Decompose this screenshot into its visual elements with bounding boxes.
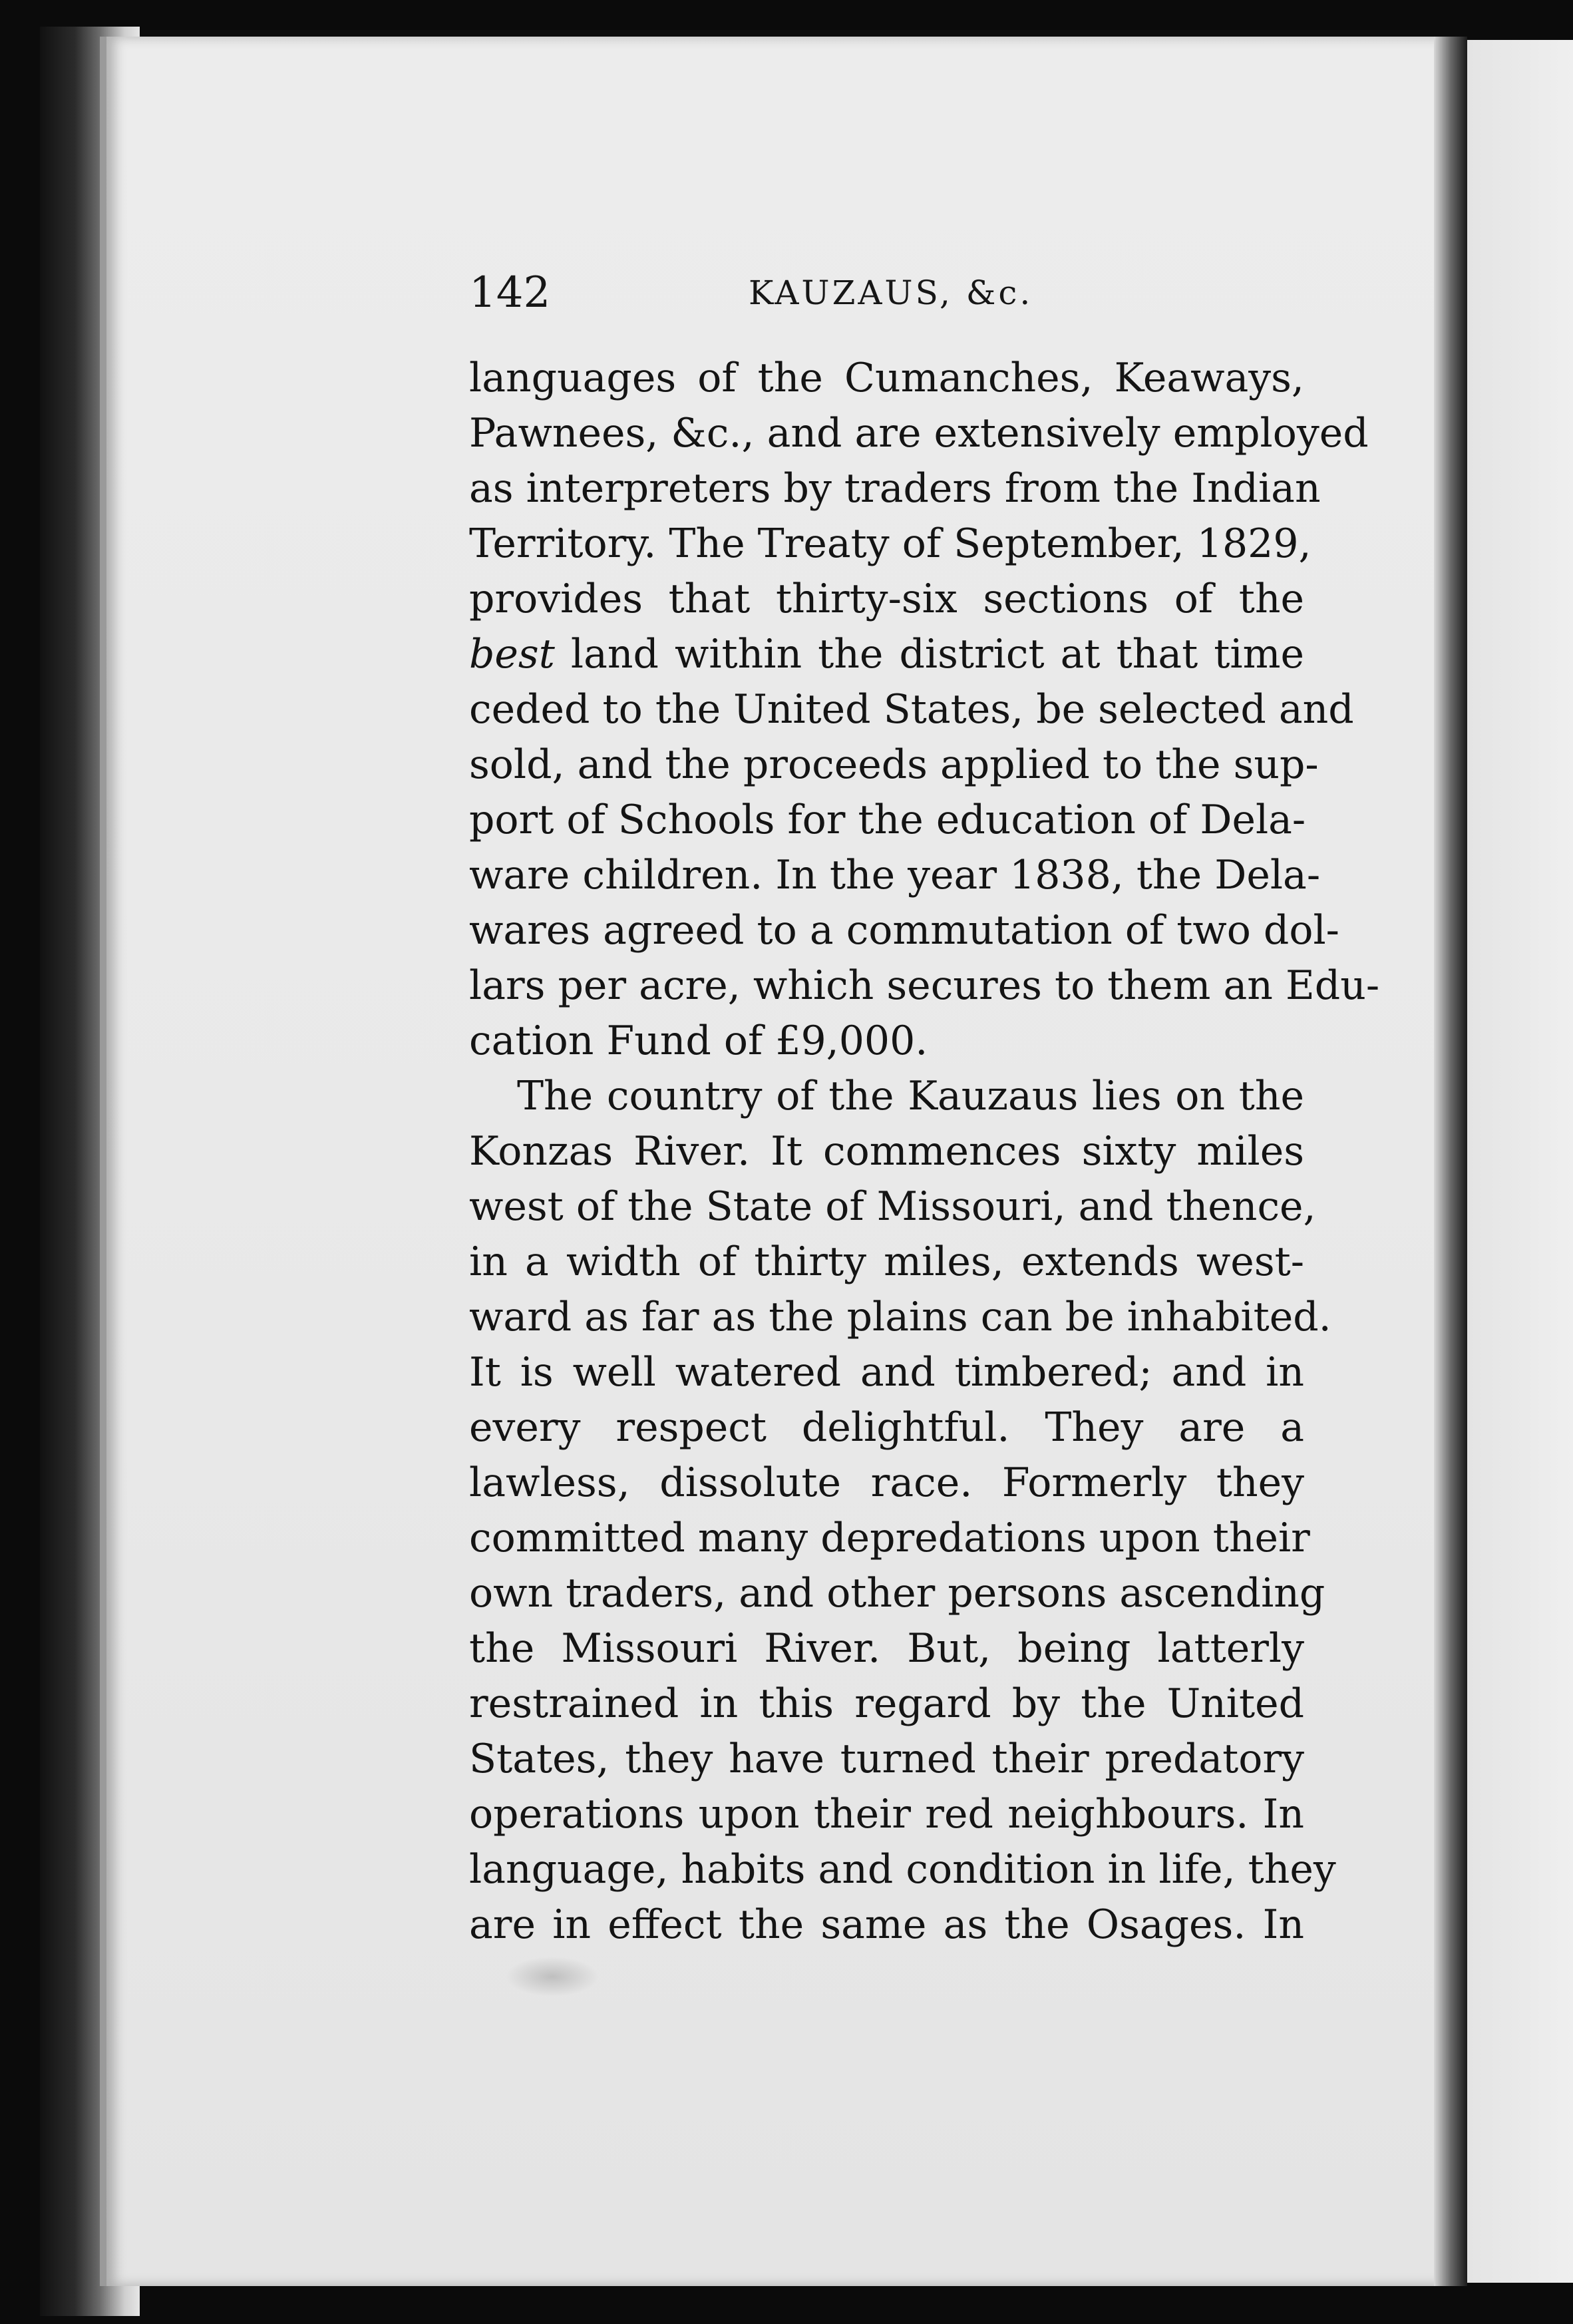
text-line: are in effect the same as the Osages. In xyxy=(469,1901,1304,1948)
page-number: 142 xyxy=(469,268,551,317)
page-gutter xyxy=(1434,37,1467,2286)
ink-smudge xyxy=(506,1957,599,1997)
text-line: language, habits and condition in life, they xyxy=(469,1846,1336,1893)
running-head xyxy=(469,260,1308,333)
text-line: best land within the district at that time xyxy=(469,631,1304,678)
text-line: provides that thirty-six sections of the xyxy=(469,576,1304,622)
text-line: west of the State of Missouri, and thence, xyxy=(469,1183,1316,1230)
text-line: operations upon their red neighbours. In xyxy=(469,1791,1304,1838)
text-line: ceded to the United States, be selected and xyxy=(469,686,1354,733)
text-line: States, they have turned their predatory xyxy=(469,1736,1304,1782)
text-line: lawless, dissolute race. Formerly they xyxy=(469,1459,1304,1506)
text-line: in a width of thirty miles, extends west- xyxy=(469,1239,1304,1285)
text-line: Konzas River. It commences sixty miles xyxy=(469,1128,1304,1175)
text-line: languages of the Cumanches, Keaways, xyxy=(469,355,1304,401)
text-line: ward as far as the plains can be inhabited. xyxy=(469,1294,1331,1340)
text-line: wares agreed to a commutation of two dol- xyxy=(469,907,1339,954)
text-line: restrained in this regard by the United xyxy=(469,1680,1304,1727)
text-line: Territory. The Treaty of September, 1829, xyxy=(469,520,1311,567)
text-line: committed many depredations upon their xyxy=(469,1515,1310,1561)
text-line: the Missouri River. But, being latterly xyxy=(469,1625,1304,1672)
text-line: own traders, and other persons ascending xyxy=(469,1570,1325,1617)
text-line: cation Fund of £9,000. xyxy=(469,1018,928,1064)
text-line: lars per acre, which secures to them an Edu- xyxy=(469,962,1380,1009)
body-text xyxy=(469,351,1380,1953)
text-line: Pawnees, &c., and are extensively employed xyxy=(469,410,1369,457)
text-line: The country of the Kauzaus lies on the xyxy=(517,1073,1304,1119)
running-title: KAUZAUS, &c. xyxy=(749,274,1033,312)
text-line: as interpreters by traders from the Indian xyxy=(469,465,1321,512)
italic-emphasis: best xyxy=(469,631,555,678)
text-line: every respect delightful. They are a xyxy=(469,1404,1304,1451)
text-line: port of Schools for the education of Dela- xyxy=(469,797,1306,843)
text-line: ware children. In the year 1838, the Dela- xyxy=(469,852,1321,898)
text-line: It is well watered and timbered; and in xyxy=(469,1349,1304,1396)
facing-page-edge xyxy=(1467,40,1573,2283)
text-line: sold, and the proceeds applied to the sup- xyxy=(469,741,1319,788)
